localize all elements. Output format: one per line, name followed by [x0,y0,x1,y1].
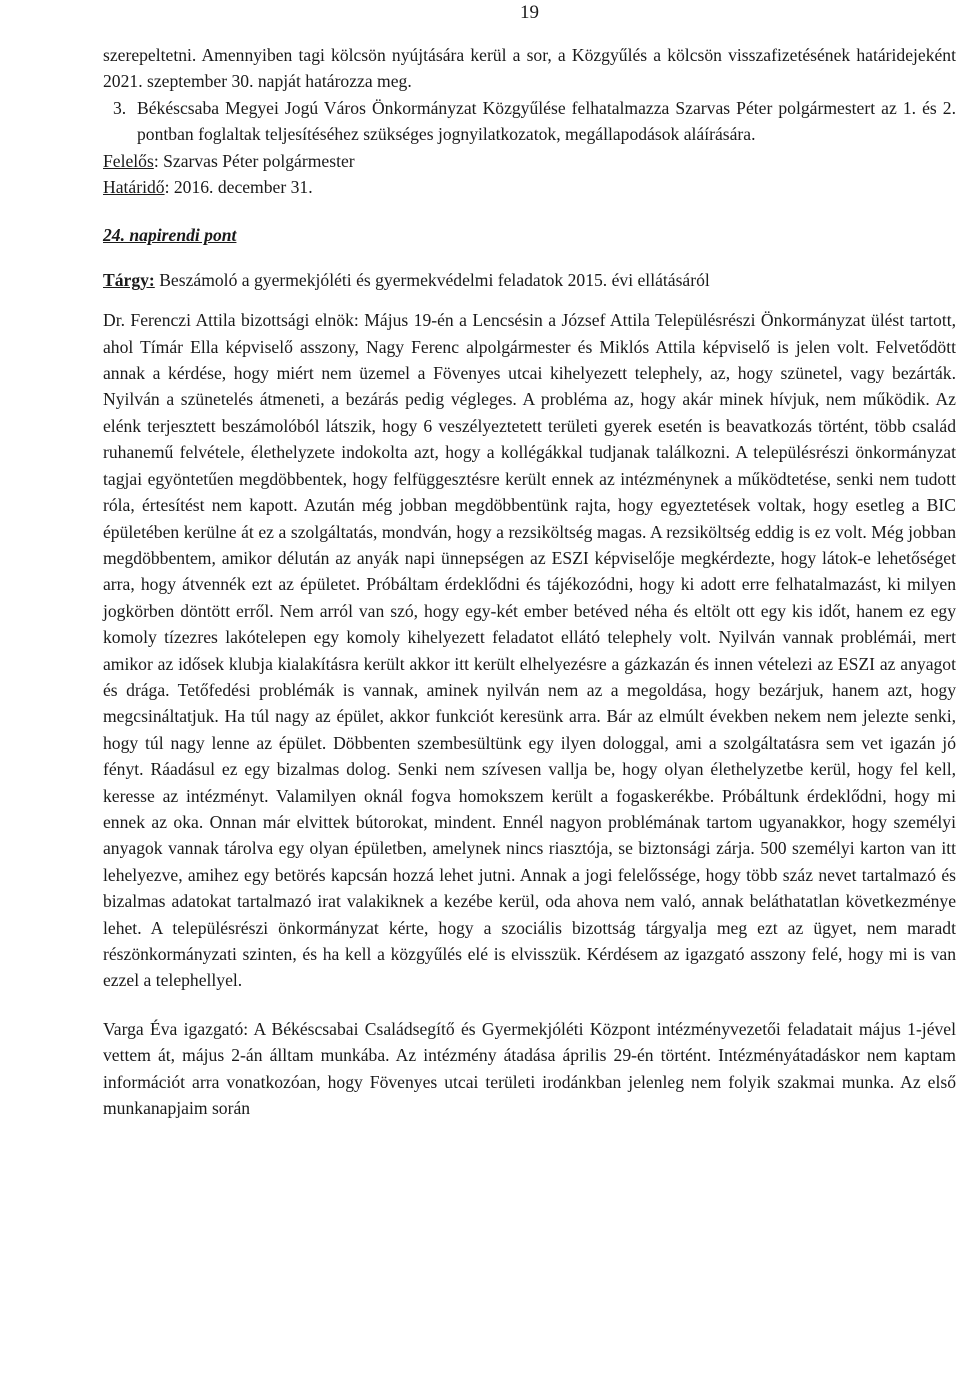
resolution-continuation: szerepeltetni. Amennyiben tagi kölcsön nyújtására kerül a sor, a Közgyűlés a kölcsön visszafizetésének határidejeként 2021. szeptember 30. napját határozza meg. [103,45,956,92]
item-number: 3. [113,97,127,118]
responsible-label: Felelős [103,150,154,171]
resolution-item-3 [103,95,956,148]
responsible-line [103,148,956,174]
deadline-label: Határidő [103,177,165,198]
deadline-value: : 2016. december 31. [164,177,313,198]
subject-line [103,267,956,293]
speech-ferenczi: Dr. Ferenczi Attila bizottsági elnök: Május 19-én a Lencsésin a József Attila Településrészi Önkormányzat ülést tartott, ahol Tímár Ella képviselő asszony, Nagy Ferenc alpolgármester és Miklós Attila képviselő is jelen volt. Felvetődött annak a kérdése, hogy miért nem üzemel a Fövenyes utcai kihelyezett telephely, az, hogy szünetel, vagy bezárták. Nyilván a szünetelés átmeneti, a bezárás pedig végleges. A probléma az, hogy akár minek hívjuk, nem működik. Az elénk terjesztett beszámolóból látszik, hogy 6 veszélyeztetett területi gyerek esetén is beavatkozás történt, több család ruhanemű felvétele, élethelyzete indokolta azt, hogy a kollégákkal tudjanak találkozni. A településrészi önkormányzat tagjai egyöntetűen megdöbbentek, hogy felfüggesztésre került ennek az intézménynek a működtetése, senki nem tudott róla, értesítést nem kapott. Azután még jobban megdöbbentünk rajta, hogy egyeztetések voltak, hogy esetleg a BIC épületében kerülne át ez a szolgáltatás, mondván, hogy a rezsiköltség magas. A rezsiköltség eddig is ez volt. Még jobban megdöbbentem, amikor délután az anyák napi ünnepségen az ESZI képviselője megkérdezte, hogy látok-e lehetőséget arra, hogy átvennék ezt az épületet. Próbáltam érdeklődni és tájékozódni, hogy ki adott erre felhatalmazást, ki milyen jogkörben döntött erről. Nem arról van szó, hogy egy-két ember betéved néha és eltölt ott egy kis időt, hanem ez egy komoly tízezres lakótelepen egy komoly kihelyezett feladatot ellátó telephely volt. Nyilván vannak problémái, mert amikor az idősek klubja kialakításra került akkor itt került elhelyezésre a gázkazán és innen vételezi az ESZI az anyagot és drága. Tetőfedési problémák is vannak, aminek nyilván nem az a megoldása, hogy bezárjuk, hanem azt, hogy megcsináltatjuk. Ha túl nagy az épület, akkor funkciót keresünk arra. Bár az elmúlt években nekem nem jelezte senki, hogy túl nagy lenne az épület. Döbbenten szembesültünk egy ilyen dologgal, ami a szolgáltatásra sem vet igazán jó fényt. Ráadásul ez egy bizalmas dolog. Senki nem szívesen vallja be, hogy olyan élethelyzetbe kerül, hogy fel kell, keresse az intézményt. Valamilyen oknál fogva homokszem került a fogaskerékbe. Próbáltunk érdeklődni, hogy mi ennek az oka. Onnan már elvittek bútorokat, mindent. Ennél nagyon problémának tartom ugyanakkor, hogy személyi anyagok vannak tárolva egy olyan épületben, amelynek nincs riasztója, se biztonsági zárja. 500 személyi karton van itt lehelyezve, amihez egy betörés kapcsán hozzá lehet jutni. Annak a jogi felelőssége, hogy több száz nevet tartalmazó és bizalmas adatokat tartalmazó irat valakiknek a kezébe kerül, oda ahova nem való, annak beláthatatlan következménye lehet. A településrészi önkormányzat kérte, hogy a szociális bizottság tárgyalja meg ezt az ügyet, nem maradt részönkormányzati szinten, és ha kell a közgyűlés elé is elvisszük. Kérdésem az igazgató asszony felé, hogy mi is van ezzel a telephellyel. [103,310,956,991]
item-text: Békéscsaba Megyei Jogú Város Önkormányzat Közgyűlése felhatalmazza Szarvas Péter polgármestert az 1. és 2. pontban foglaltak teljesítéséhez szükséges jognyilatkozatok, megállapodások aláírására. [137,97,956,145]
subject-value: Beszámoló a gyermekjóléti és gyermekvédelmi feladatok 2015. évi ellátásáról [154,269,710,290]
deadline-line [103,174,956,200]
page-number: 19 [520,2,539,23]
responsible-value: : Szarvas Péter polgármester [153,150,355,171]
agenda-item-heading: 24. napirendi pont [103,225,237,246]
speech-varga: Varga Éva igazgató: A Békéscsabai Családsegítő és Gyermekjóléti Központ intézményvezetői feladatait május 1-jével vettem át, május 2-án álltam munkába. Az intézmény átadása április 29-én történt. Intézményátadáskor nem kaptam információt arra vonatkozóan, hogy Fövenyes utcai területi irodánkban jelenleg nem folyik szakmai munka. Az első munkanapjaim során [103,1018,956,1119]
subject-label: Tárgy: [103,269,155,290]
page-content [103,42,956,1121]
